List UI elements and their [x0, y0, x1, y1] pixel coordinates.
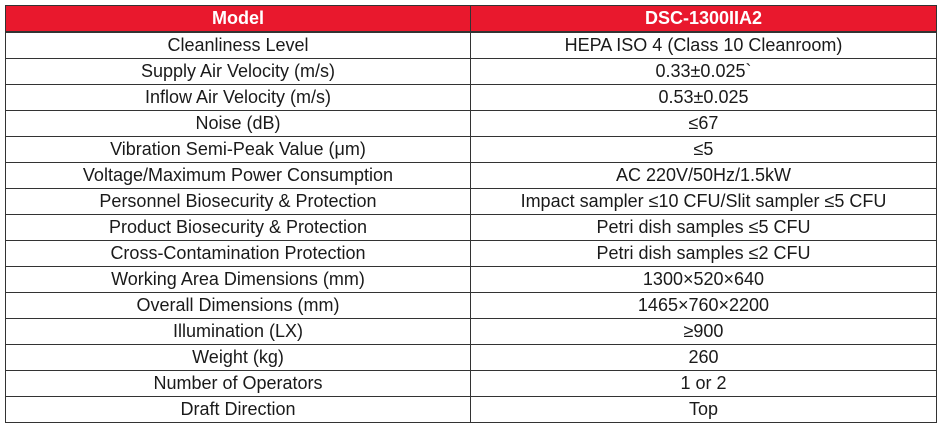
table-row [6, 111, 937, 137]
table-row [6, 293, 937, 319]
row-label: Cleanliness Level [6, 32, 471, 59]
table-row [6, 267, 937, 293]
row-value: AC 220V/50Hz/1.5kW [471, 163, 937, 189]
table-row [6, 32, 937, 59]
row-value: ≤67 [471, 111, 937, 137]
table-row [6, 371, 937, 397]
table-row [6, 85, 937, 111]
row-label: Personnel Biosecurity & Protection [6, 189, 471, 215]
table-row [6, 241, 937, 267]
spec-table [5, 5, 937, 423]
row-value: Top [471, 397, 937, 423]
row-label: Weight (kg) [6, 345, 471, 371]
row-value: Petri dish samples ≤2 CFU [471, 241, 937, 267]
row-value: 260 [471, 345, 937, 371]
row-label: Overall Dimensions (mm) [6, 293, 471, 319]
row-label: Supply Air Velocity (m/s) [6, 59, 471, 85]
table-row [6, 397, 937, 423]
row-value: Petri dish samples ≤5 CFU [471, 215, 937, 241]
row-label: Vibration Semi-Peak Value (μm) [6, 137, 471, 163]
row-value: ≤5 [471, 137, 937, 163]
row-label: Product Biosecurity & Protection [6, 215, 471, 241]
header-model-value: DSC-1300IIA2 [471, 6, 937, 33]
row-label: Illumination (LX) [6, 319, 471, 345]
spec-body [6, 32, 937, 423]
table-row [6, 137, 937, 163]
header-model-label: Model [6, 6, 471, 33]
row-value: 1300×520×640 [471, 267, 937, 293]
row-value: 0.53±0.025 [471, 85, 937, 111]
row-value: 1465×760×2200 [471, 293, 937, 319]
row-label: Number of Operators [6, 371, 471, 397]
row-value: 0.33±0.025` [471, 59, 937, 85]
row-label: Voltage/Maximum Power Consumption [6, 163, 471, 189]
header-row [6, 6, 937, 33]
row-value: Impact sampler ≤10 CFU/Slit sampler ≤5 CFU [471, 189, 937, 215]
table-row [6, 59, 937, 85]
row-label: Noise (dB) [6, 111, 471, 137]
row-label: Draft Direction [6, 397, 471, 423]
row-value: HEPA ISO 4 (Class 10 Cleanroom) [471, 32, 937, 59]
row-value: ≥900 [471, 319, 937, 345]
table-row [6, 215, 937, 241]
row-label: Working Area Dimensions (mm) [6, 267, 471, 293]
table-row [6, 189, 937, 215]
row-value: 1 or 2 [471, 371, 937, 397]
row-label: Inflow Air Velocity (m/s) [6, 85, 471, 111]
table-row [6, 345, 937, 371]
table-row [6, 319, 937, 345]
row-label: Cross-Contamination Protection [6, 241, 471, 267]
table-row [6, 163, 937, 189]
